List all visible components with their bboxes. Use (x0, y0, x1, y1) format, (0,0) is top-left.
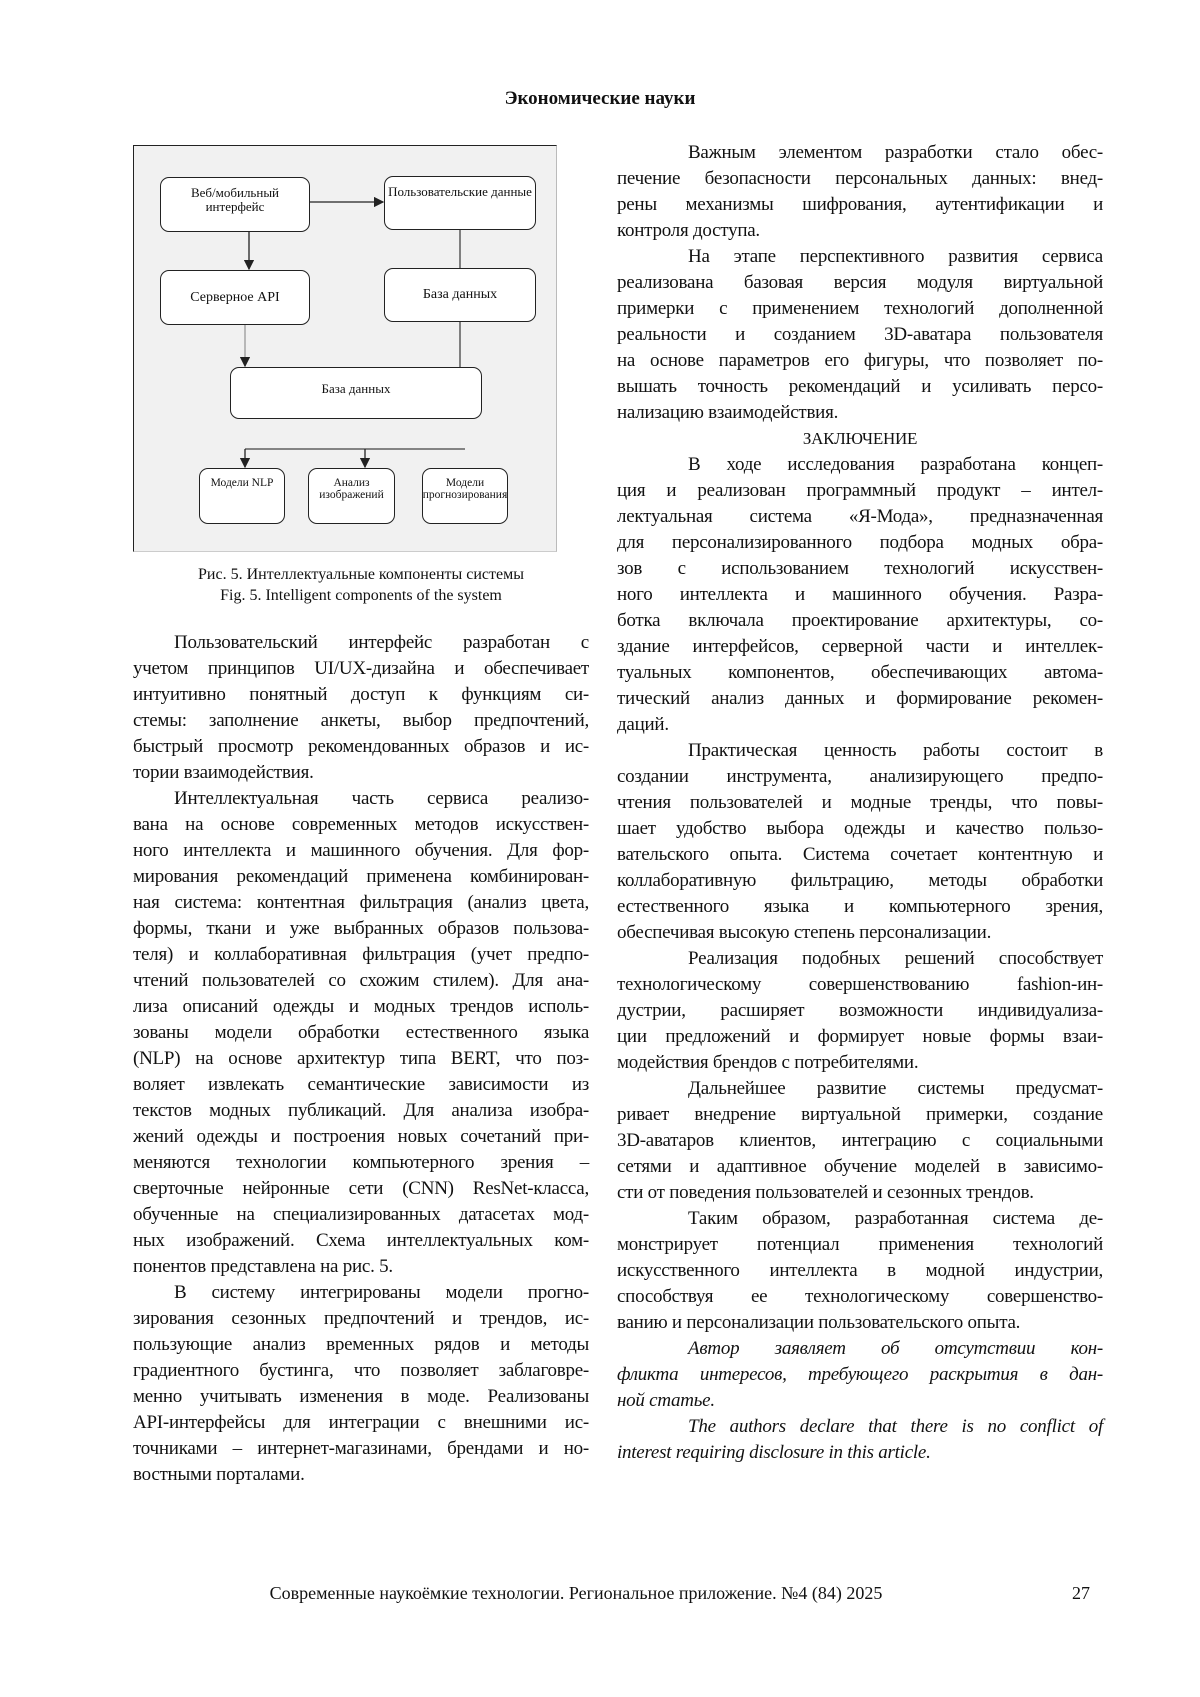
text-line: ной статье. (617, 1390, 715, 1411)
box-server-api: Серверное API (160, 270, 310, 325)
section-header: Экономические науки (504, 88, 696, 109)
paragraph (617, 1414, 1103, 1466)
text-line: сетями и адаптивное обучение моделей в зависимо- (617, 1156, 1103, 1177)
text-line: Практическая ценность работы состоит в (688, 740, 1103, 761)
right-column (617, 140, 1103, 1466)
paragraph (617, 946, 1103, 1076)
figure-caption-ru: Рис. 5. Интеллектуальные компоненты системы (198, 566, 524, 583)
text-line: рены механизмы шифрования, аутентификации и (617, 194, 1103, 215)
box-user-data: Пользовательские данные (384, 176, 536, 230)
text-line: чтений пользователей со схожим стилем). Для ана- (133, 970, 589, 991)
figure-caption-en: Fig. 5. Intelligent components of the system (220, 587, 502, 604)
paragraph (617, 738, 1103, 946)
text-line: Дальнейшее развитие системы предусмат- (688, 1078, 1103, 1099)
text-line: Автор заявляет об отсутствии кон- (688, 1338, 1103, 1359)
text-line: шает удобство выбора одежды и качество пользо- (617, 818, 1103, 839)
text-line: ции предложений и формирует новые формы взаи- (617, 1026, 1103, 1047)
text-line: 3D-аватаров клиентов, интеграцию с социальными (617, 1130, 1103, 1151)
paragraph (617, 1206, 1103, 1336)
text-line: фликта интересов, требующего раскрытия в дан- (617, 1364, 1103, 1385)
text-line: лиза описаний одежды и модных трендов исполь- (133, 996, 589, 1017)
text-line: примерки с применением технологий дополненной (617, 298, 1103, 319)
text-line: пользующие анализ временных рядов и методы (133, 1334, 589, 1355)
text-line: естественного языка и компьютерного зрения, (617, 896, 1103, 917)
text-line: вана на основе современных методов искусствен- (133, 814, 589, 835)
text-line: интуитивно понятный доступ к функциям си- (133, 684, 589, 705)
text-line: interest requiring disclosure in this article. (617, 1442, 931, 1463)
paragraph (133, 630, 589, 786)
text-line: здание интерфейсов, серверной части и интеллек- (617, 636, 1103, 657)
text-line: создании инструмента, анализирующего предпо- (617, 766, 1103, 787)
box-nlp-models: Модели NLP (199, 468, 285, 524)
text-line: На этапе перспективного развития сервиса (688, 246, 1103, 267)
text-line: для персонализированного подбора модных обра- (617, 532, 1103, 553)
text-line: вательского опыта. Система сочетает контентную и (617, 844, 1103, 865)
text-line: точниками – интернет-магазинами, брендами и но- (133, 1438, 589, 1459)
paragraph (617, 452, 1103, 738)
text-line: ванию и персонализации пользовательского опыта. (617, 1312, 1021, 1333)
text-line: на основе параметров его фигуры, что позволяет по- (617, 350, 1103, 371)
text-line: реализована базовая версия модуля виртуальной (617, 272, 1103, 293)
text-line: градиентного бустинга, что позволяет заблаговре- (133, 1360, 589, 1381)
text-line: сверточные нейронные сети (CNN) ResNet-класса, (133, 1178, 589, 1199)
box-web-interface: Веб/мобильный интерфейс (160, 177, 310, 232)
text-line: теля) и коллаборативная фильтрация (учет предпо- (133, 944, 589, 965)
text-line: ция и реализован программный продукт – интел- (617, 480, 1103, 501)
paragraph (617, 1336, 1103, 1414)
text-line: менно учитывать изменения в моде. Реализованы (133, 1386, 589, 1407)
page-number: 27 (1072, 1583, 1090, 1603)
text-line: нализацию взаимодействия. (617, 402, 839, 423)
text-line: быстрый просмотр рекомендованных образов и ис- (133, 736, 589, 757)
text-line: вышать точность рекомендаций и усиливать персо- (617, 376, 1103, 397)
text-line: сти от поведения пользователей и сезонных трендов. (617, 1182, 1034, 1203)
text-line: тории взаимодействия. (133, 762, 314, 783)
text-line: зованы модели обработки естественного языка (133, 1022, 589, 1043)
text-line: понентов представлена на рис. 5. (133, 1256, 393, 1277)
text-line: зирования сезонных предпочтений и трендов, ис- (133, 1308, 589, 1329)
text-line: Интеллектуальная часть сервиса реализо- (174, 788, 589, 809)
left-column (133, 630, 589, 1488)
text-line: реальности и созданием 3D-аватара пользователя (617, 324, 1103, 345)
text-line: The authors declare that there is no conflict of (688, 1416, 1103, 1437)
paragraph (133, 1280, 589, 1488)
text-line: текстов модных публикаций. Для анализа изобра- (133, 1100, 589, 1121)
text-line: жений одежды и построения новых сочетаний при- (133, 1126, 589, 1147)
text-line: воляет извлекать семантические зависимости из (133, 1074, 589, 1095)
text-line: (NLP) на основе архитектур типа BERT, что поз- (133, 1048, 589, 1069)
paragraph (133, 786, 589, 1280)
text-line: формы, ткани и уже выбранных образов пользова- (133, 918, 589, 939)
text-line: меняются технологии компьютерного зрения – (133, 1152, 589, 1173)
text-line: обученные на специализированных датасетах мод- (133, 1204, 589, 1225)
text-line: Пользовательский интерфейс разработан с (174, 632, 589, 653)
text-line: ЗАКЛЮЧЕНИЕ (802, 429, 918, 448)
text-line: коллаборативную фильтрацию, методы обработки (617, 870, 1103, 891)
text-line: дустрии, расширяет возможности индивидуализа- (617, 1000, 1103, 1021)
box-database-main: База данных (230, 367, 482, 419)
text-line: технологическому совершенствованию fashion-ин- (617, 974, 1103, 995)
text-line: API-интерфейсы для интеграции с внешними ис- (133, 1412, 589, 1433)
text-line: контроля доступа. (617, 220, 760, 241)
section-heading (617, 426, 1103, 452)
paragraph (617, 140, 1103, 244)
text-line: зов с использованием технологий искусствен- (617, 558, 1103, 579)
text-line: учетом принципов UI/UX-дизайна и обеспечивает (133, 658, 589, 679)
text-line: способствуя ее технологическому совершенство- (617, 1286, 1103, 1307)
text-line: мирования рекомендаций применена комбинирован- (133, 866, 589, 887)
text-line: Реализация подобных решений способствует (688, 948, 1103, 969)
text-line: Таким образом, разработанная система де- (688, 1208, 1103, 1229)
footer-journal: Современные наукоёмкие технологии. Региональное приложение. №4 (84) 2025 (269, 1583, 883, 1603)
text-line: печение безопасности персональных данных: внед- (617, 168, 1103, 189)
text-line: В систему интегрированы модели прогно- (174, 1282, 589, 1303)
text-line: ная система: контентная фильтрация (анализ цвета, (133, 892, 589, 913)
text-line: даций. (617, 714, 669, 735)
text-line: обеспечивая высокую степень персонализации. (617, 922, 992, 943)
text-line: В ходе исследования разработана концеп- (688, 454, 1103, 475)
text-line: модействия брендов с потребителями. (617, 1052, 919, 1073)
text-line: востными порталами. (133, 1464, 305, 1485)
text-line: стемы: заполнение анкеты, выбор предпочтений, (133, 710, 589, 731)
text-line: ботка включала проектирование архитектуры, со- (617, 610, 1103, 631)
text-line: монстрирует потенциал применения технологий (617, 1234, 1103, 1255)
text-line: чтения пользователей и модные тренды, что повы- (617, 792, 1103, 813)
text-line: искусственного интеллекта в модной индустрии, (617, 1260, 1103, 1281)
box-database-right: База данных (384, 268, 536, 322)
text-line: ного интеллекта и машинного обучения. Разра- (617, 584, 1103, 605)
text-line: Важным элементом разработки стало обес- (688, 142, 1103, 163)
text-line: ного интеллекта и машинного обучения. Для фор- (133, 840, 589, 861)
text-line: тический анализ данных и формирование рекомен- (617, 688, 1103, 709)
box-image-analysis: Анализ изображений (308, 468, 395, 524)
text-line: лектуальная система «Я-Мода», предназначенная (617, 506, 1103, 527)
paragraph (617, 244, 1103, 426)
paragraph (617, 1076, 1103, 1206)
text-line: туальных компонентов, обеспечивающих автома- (617, 662, 1103, 683)
text-line: ных изображений. Схема интеллектуальных ком- (133, 1230, 589, 1251)
box-forecast-models: Модели прогнозирования (422, 468, 508, 524)
text-line: ривает внедрение виртуальной примерки, создание (617, 1104, 1103, 1125)
